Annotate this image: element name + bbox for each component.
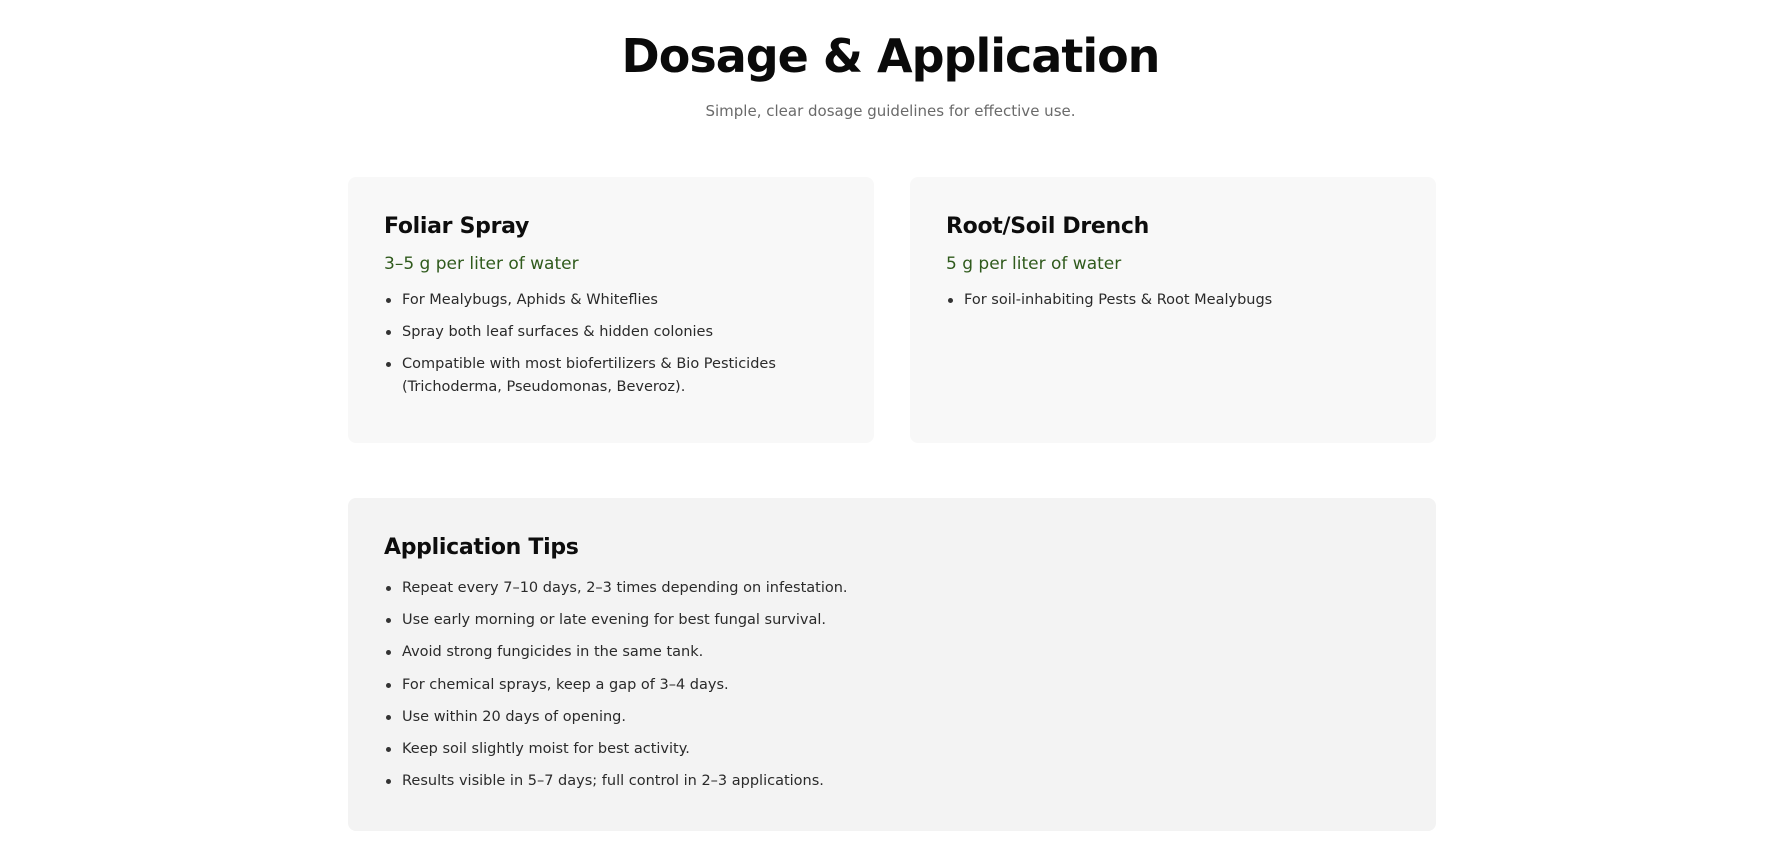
bullet-icon (386, 715, 391, 720)
application-tips-card (348, 498, 1436, 831)
list-item-text: Use early morning or late evening for best fungal survival. (402, 612, 826, 629)
page-subtitle: Simple, clear dosage guidelines for effective use. (705, 102, 1076, 120)
bullet-icon (386, 586, 391, 591)
list-item (384, 353, 838, 399)
bullet-icon (386, 779, 391, 784)
root-soil-drench-list (946, 289, 1400, 312)
bullet-icon (948, 298, 953, 303)
list-item (384, 706, 1400, 729)
bullet-icon (386, 747, 391, 752)
bullet-icon (386, 618, 391, 623)
list-item (384, 321, 838, 344)
root-soil-drench-dose: 5 g per liter of water (946, 254, 1122, 274)
list-item (384, 770, 1400, 793)
root-soil-drench-card (910, 177, 1436, 443)
bullet-icon (386, 298, 391, 303)
list-item (946, 289, 1400, 312)
root-soil-drench-title: Root/Soil Drench (946, 214, 1150, 239)
bullet-icon (386, 650, 391, 655)
application-tips-list (384, 577, 1400, 793)
list-item-text: Repeat every 7–10 days, 2–3 times depending on infestation. (402, 580, 848, 596)
list-item-text: Results visible in 5–7 days; full control in 2–3 applications. (402, 773, 824, 790)
list-item-text: For chemical sprays, keep a gap of 3–4 days. (402, 676, 729, 693)
list-item-text: Spray both leaf surfaces & hidden colonies (402, 324, 714, 340)
list-item (384, 674, 1400, 697)
list-item-text: For soil-inhabiting Pests & Root Mealybugs (964, 292, 1273, 308)
list-item (384, 641, 1400, 664)
list-item-text: Keep soil slightly moist for best activity. (402, 740, 690, 757)
application-tips-title: Application Tips (384, 535, 579, 560)
list-item-text: Compatible with most biofertilizers & Bio Pesticides (Trichoderma, Pseudomonas, Beveroz). (402, 356, 776, 395)
list-item-text: Use within 20 days of opening. (402, 708, 626, 725)
foliar-spray-title: Foliar Spray (384, 214, 530, 239)
foliar-spray-dose: 3–5 g per liter of water (384, 254, 579, 274)
list-item-text: Avoid strong fungicides in the same tank. (402, 644, 704, 661)
bullet-icon (386, 362, 391, 367)
bullet-icon (386, 683, 391, 688)
list-item-text: For Mealybugs, Aphids & Whiteflies (402, 292, 658, 308)
list-item (384, 609, 1400, 632)
list-item (384, 577, 1400, 600)
foliar-spray-list (384, 289, 838, 399)
bullet-icon (386, 330, 391, 335)
list-item (384, 738, 1400, 761)
page-title: Dosage & Application (621, 29, 1160, 83)
foliar-spray-card (348, 177, 874, 443)
list-item (384, 289, 838, 312)
